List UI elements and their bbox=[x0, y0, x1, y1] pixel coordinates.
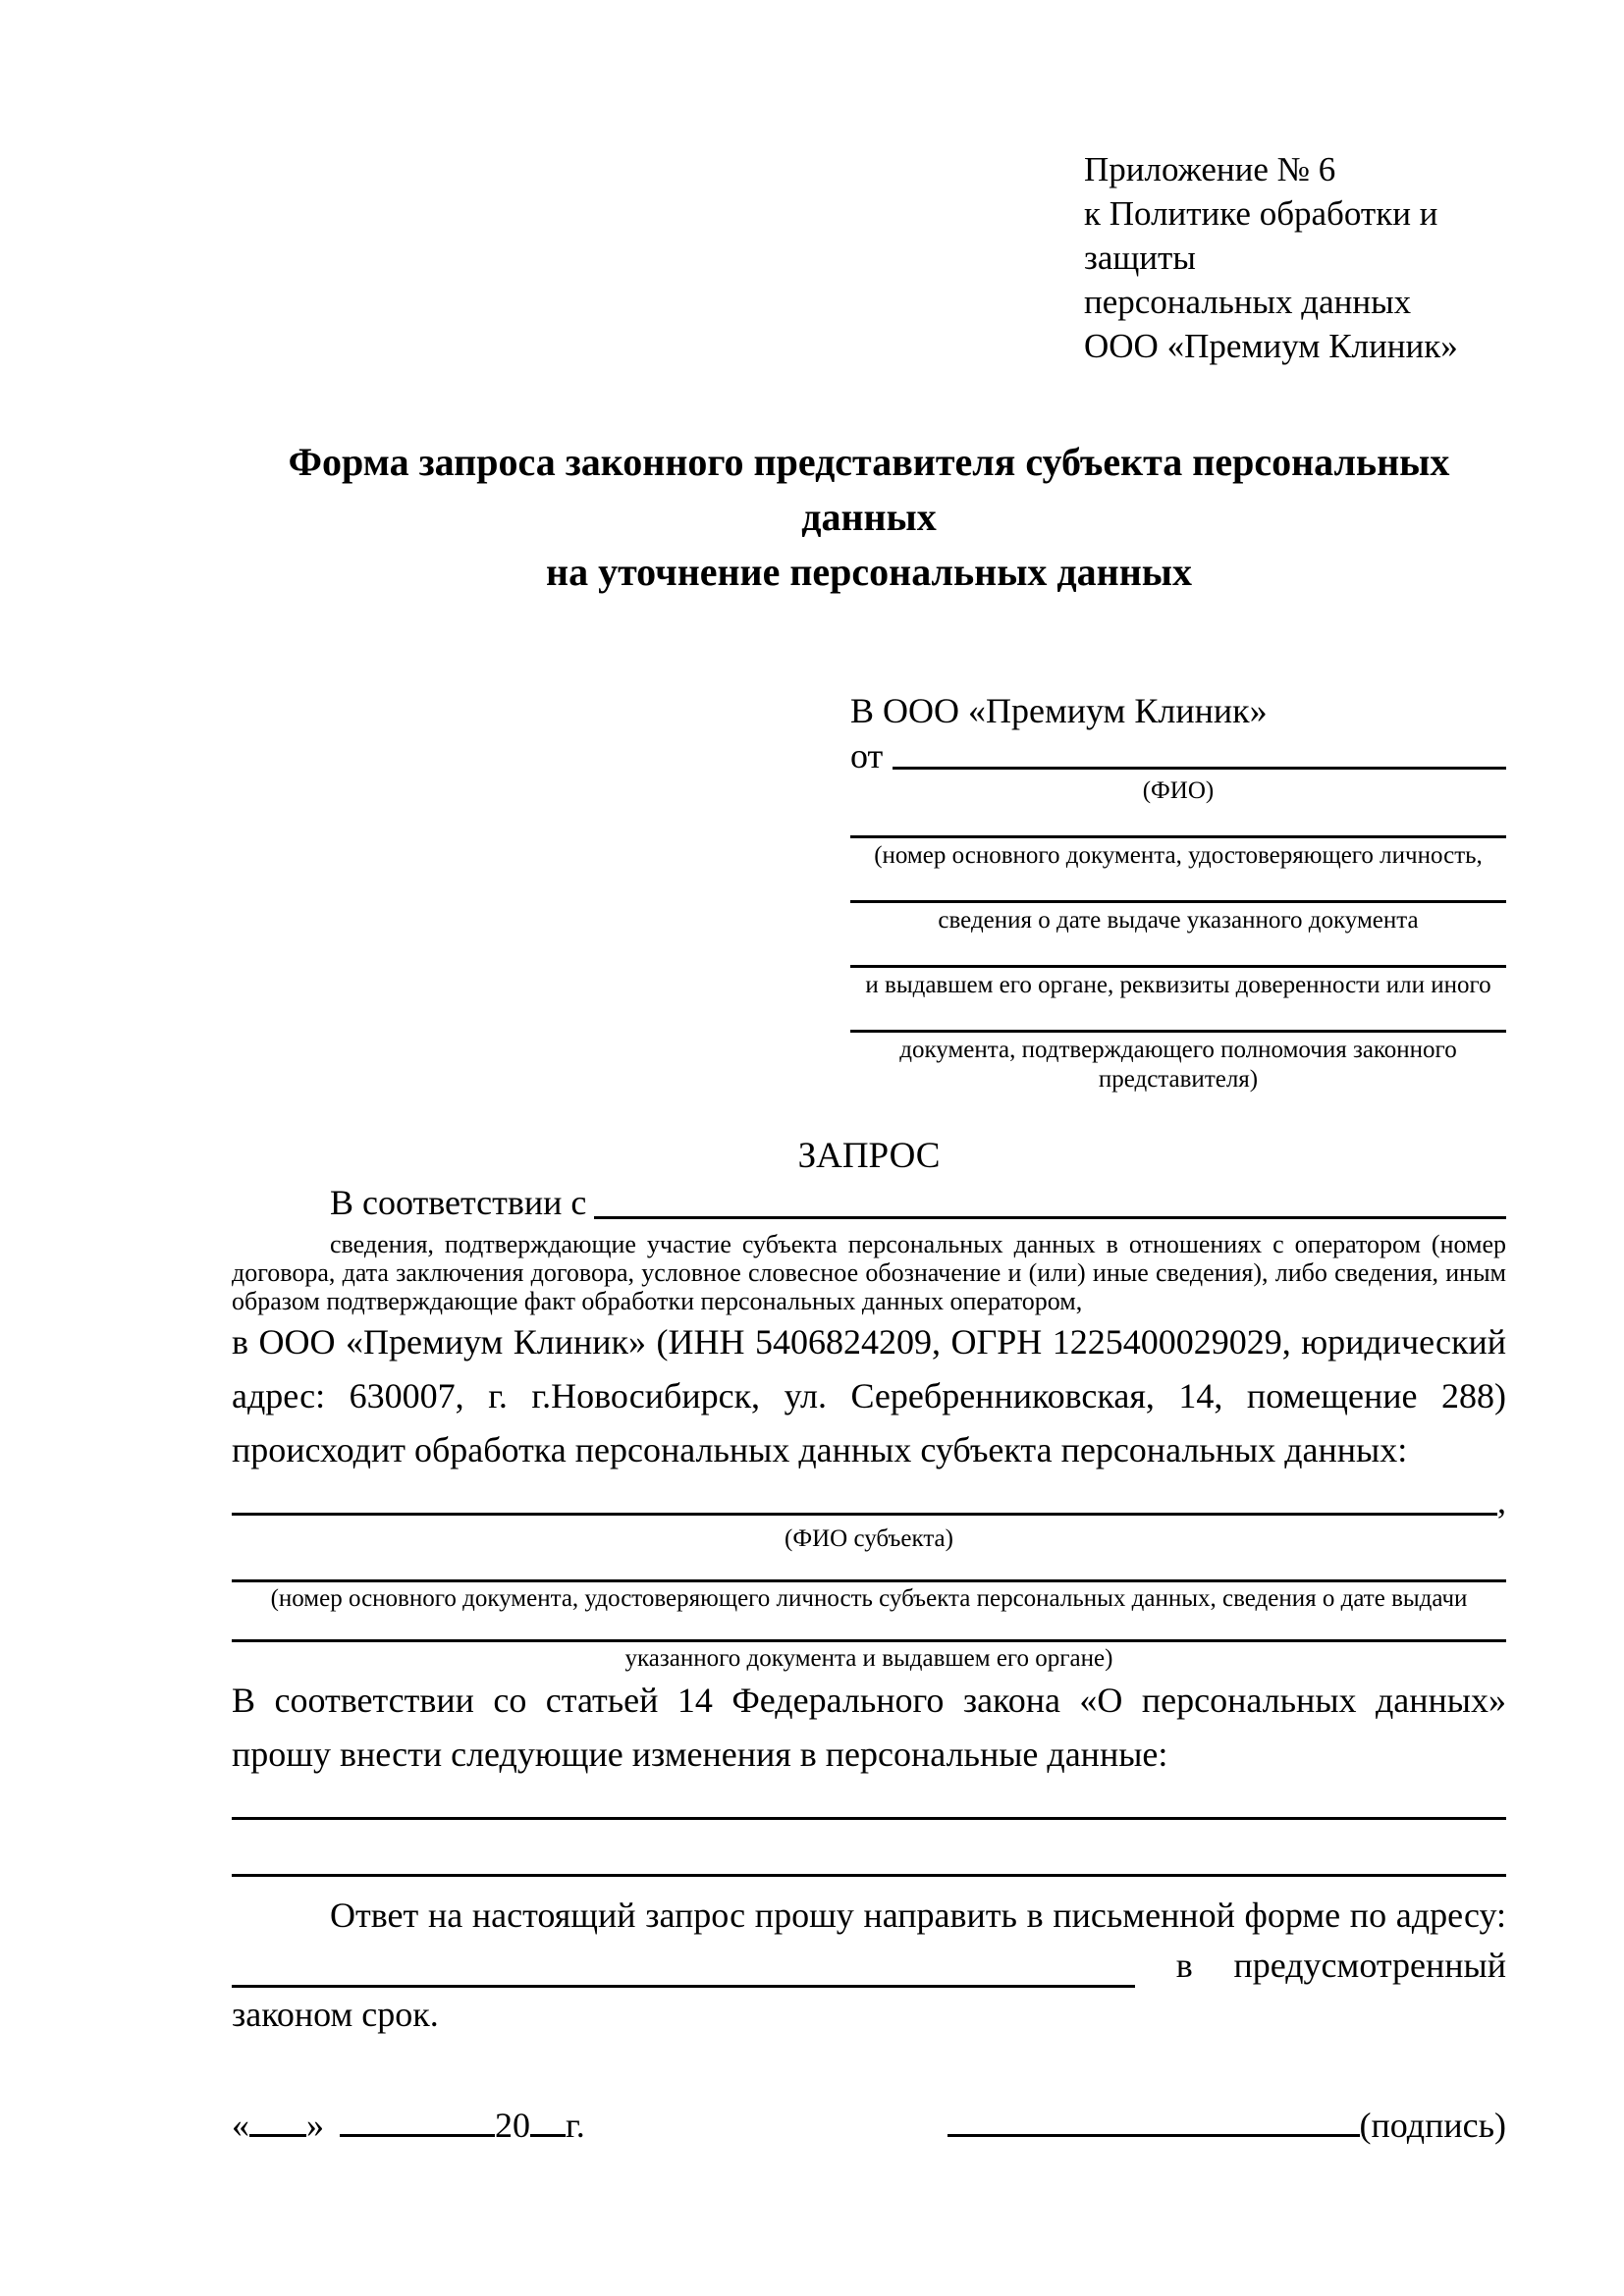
subject-doc-caption-2: указанного документа и выдавшем его органе) bbox=[624, 1645, 1113, 1672]
answer-closing: законом срок. bbox=[232, 1995, 439, 2034]
id-doc-line-2 bbox=[850, 900, 1506, 903]
signature-caption: (подпись) bbox=[1359, 2106, 1506, 2145]
changes-line-1 bbox=[232, 1817, 1506, 1820]
appendix-line-1: Приложение № 6 bbox=[1084, 150, 1336, 188]
subject-doc-line-1 bbox=[232, 1579, 1506, 1582]
id-doc-line-1 bbox=[850, 835, 1506, 838]
date-month-line bbox=[340, 2131, 495, 2137]
date-signature-row bbox=[232, 2103, 1506, 2148]
date-year-suffix: г. bbox=[566, 2106, 585, 2145]
answer-word-in: в bbox=[1175, 1946, 1193, 1985]
accordance-fill-line bbox=[594, 1216, 1506, 1219]
id-doc-line-3 bbox=[850, 965, 1506, 968]
id-doc-caption-2: сведения о дате выдаче указанного документа bbox=[938, 907, 1419, 934]
article-paragraph: В соответствии со статьей 14 Федерального закона «О персональных данных» прошу внести следующие изменения в персональные данные: bbox=[232, 1681, 1506, 1774]
date-quote-open: « bbox=[232, 2106, 249, 2145]
date-year-prefix: 20 bbox=[495, 2106, 530, 2145]
signature-line bbox=[947, 2131, 1360, 2137]
id-doc-field-3 bbox=[850, 965, 1506, 1000]
answer-intro: Ответ на настоящий запрос прошу направить в письменной форме по адресу: bbox=[330, 1896, 1506, 1935]
date-year-line bbox=[530, 2131, 566, 2137]
date-day-line bbox=[249, 2131, 306, 2137]
date-part bbox=[232, 2103, 585, 2148]
from-label: от bbox=[850, 736, 884, 775]
representative-name-line bbox=[893, 767, 1506, 770]
id-doc-caption-1: (номер основного документа, удостоверяющего личность, bbox=[874, 842, 1483, 869]
id-doc-field-1 bbox=[850, 835, 1506, 871]
title-line-1: Форма запроса законного представителя субъекта персональных данных bbox=[288, 440, 1450, 539]
operator-paragraph: в ООО «Премиум Клиник» (ИНН 5406824209, ОГРН 1225400029029, юридический адрес: 630007, г. г.Новосибирск, ул. Серебренниковская, 14, помещение 288) происходит обработка персональных данных субъекта персональных данных: bbox=[232, 1322, 1506, 1469]
document-title bbox=[232, 435, 1506, 600]
id-doc-field-4 bbox=[850, 1030, 1506, 1095]
fio-caption: (ФИО) bbox=[1142, 777, 1215, 804]
id-doc-line-4 bbox=[850, 1030, 1506, 1033]
appendix-line-2: к Политике обработки и защиты bbox=[1084, 194, 1438, 277]
document-content bbox=[232, 147, 1506, 2148]
appendix-line-3: персональных данных bbox=[1084, 283, 1412, 321]
subject-fio-row bbox=[232, 1479, 1506, 1522]
date-quote-close: » bbox=[306, 2106, 324, 2145]
subject-fields-block bbox=[232, 1479, 1506, 1674]
subject-doc-caption-1: (номер основного документа, удостоверяющего личность субъекта персональных данных, сведения о дате выдачи bbox=[270, 1585, 1468, 1612]
id-doc-caption-4: документа, подтверждающего полномочия законного представителя) bbox=[899, 1037, 1457, 1093]
id-doc-field-2 bbox=[850, 900, 1506, 935]
accordance-footnote: сведения, подтверждающие участие субъекта персональных данных в отношениях с оператором (номер договора, дата заключения договора, условное словесное обозначение и (или) иные сведения), либо сведения, иным образом подтверждающие факт обработки персональных данных оператором, bbox=[232, 1230, 1506, 1315]
addressee-block bbox=[850, 690, 1506, 1095]
addressee-organization: В ООО «Премиум Клиник» bbox=[850, 691, 1268, 730]
answer-address-row bbox=[232, 1943, 1506, 1988]
appendix-block bbox=[1084, 147, 1506, 368]
id-doc-caption-3: и выдавшем его органе, реквизиты доверенности или иного bbox=[865, 972, 1491, 998]
title-line-2: на уточнение персональных данных bbox=[546, 550, 1192, 594]
subject-doc-line-2 bbox=[232, 1639, 1506, 1642]
signature-part bbox=[947, 2103, 1506, 2148]
from-row bbox=[850, 735, 1506, 776]
subject-fio-line bbox=[232, 1513, 1497, 1516]
subject-fio-caption: (ФИО субъекта) bbox=[785, 1525, 953, 1552]
trailing-comma: , bbox=[1497, 1481, 1506, 1521]
request-heading: ЗАПРОС bbox=[797, 1136, 941, 1176]
changes-line-2 bbox=[232, 1874, 1506, 1877]
accordance-prefix: В соответствии с bbox=[330, 1183, 587, 1222]
accordance-row bbox=[232, 1179, 1506, 1226]
answer-word-stipulated: предусмотренный bbox=[1233, 1946, 1506, 1985]
appendix-line-4: ООО «Премиум Клиник» bbox=[1084, 327, 1458, 365]
